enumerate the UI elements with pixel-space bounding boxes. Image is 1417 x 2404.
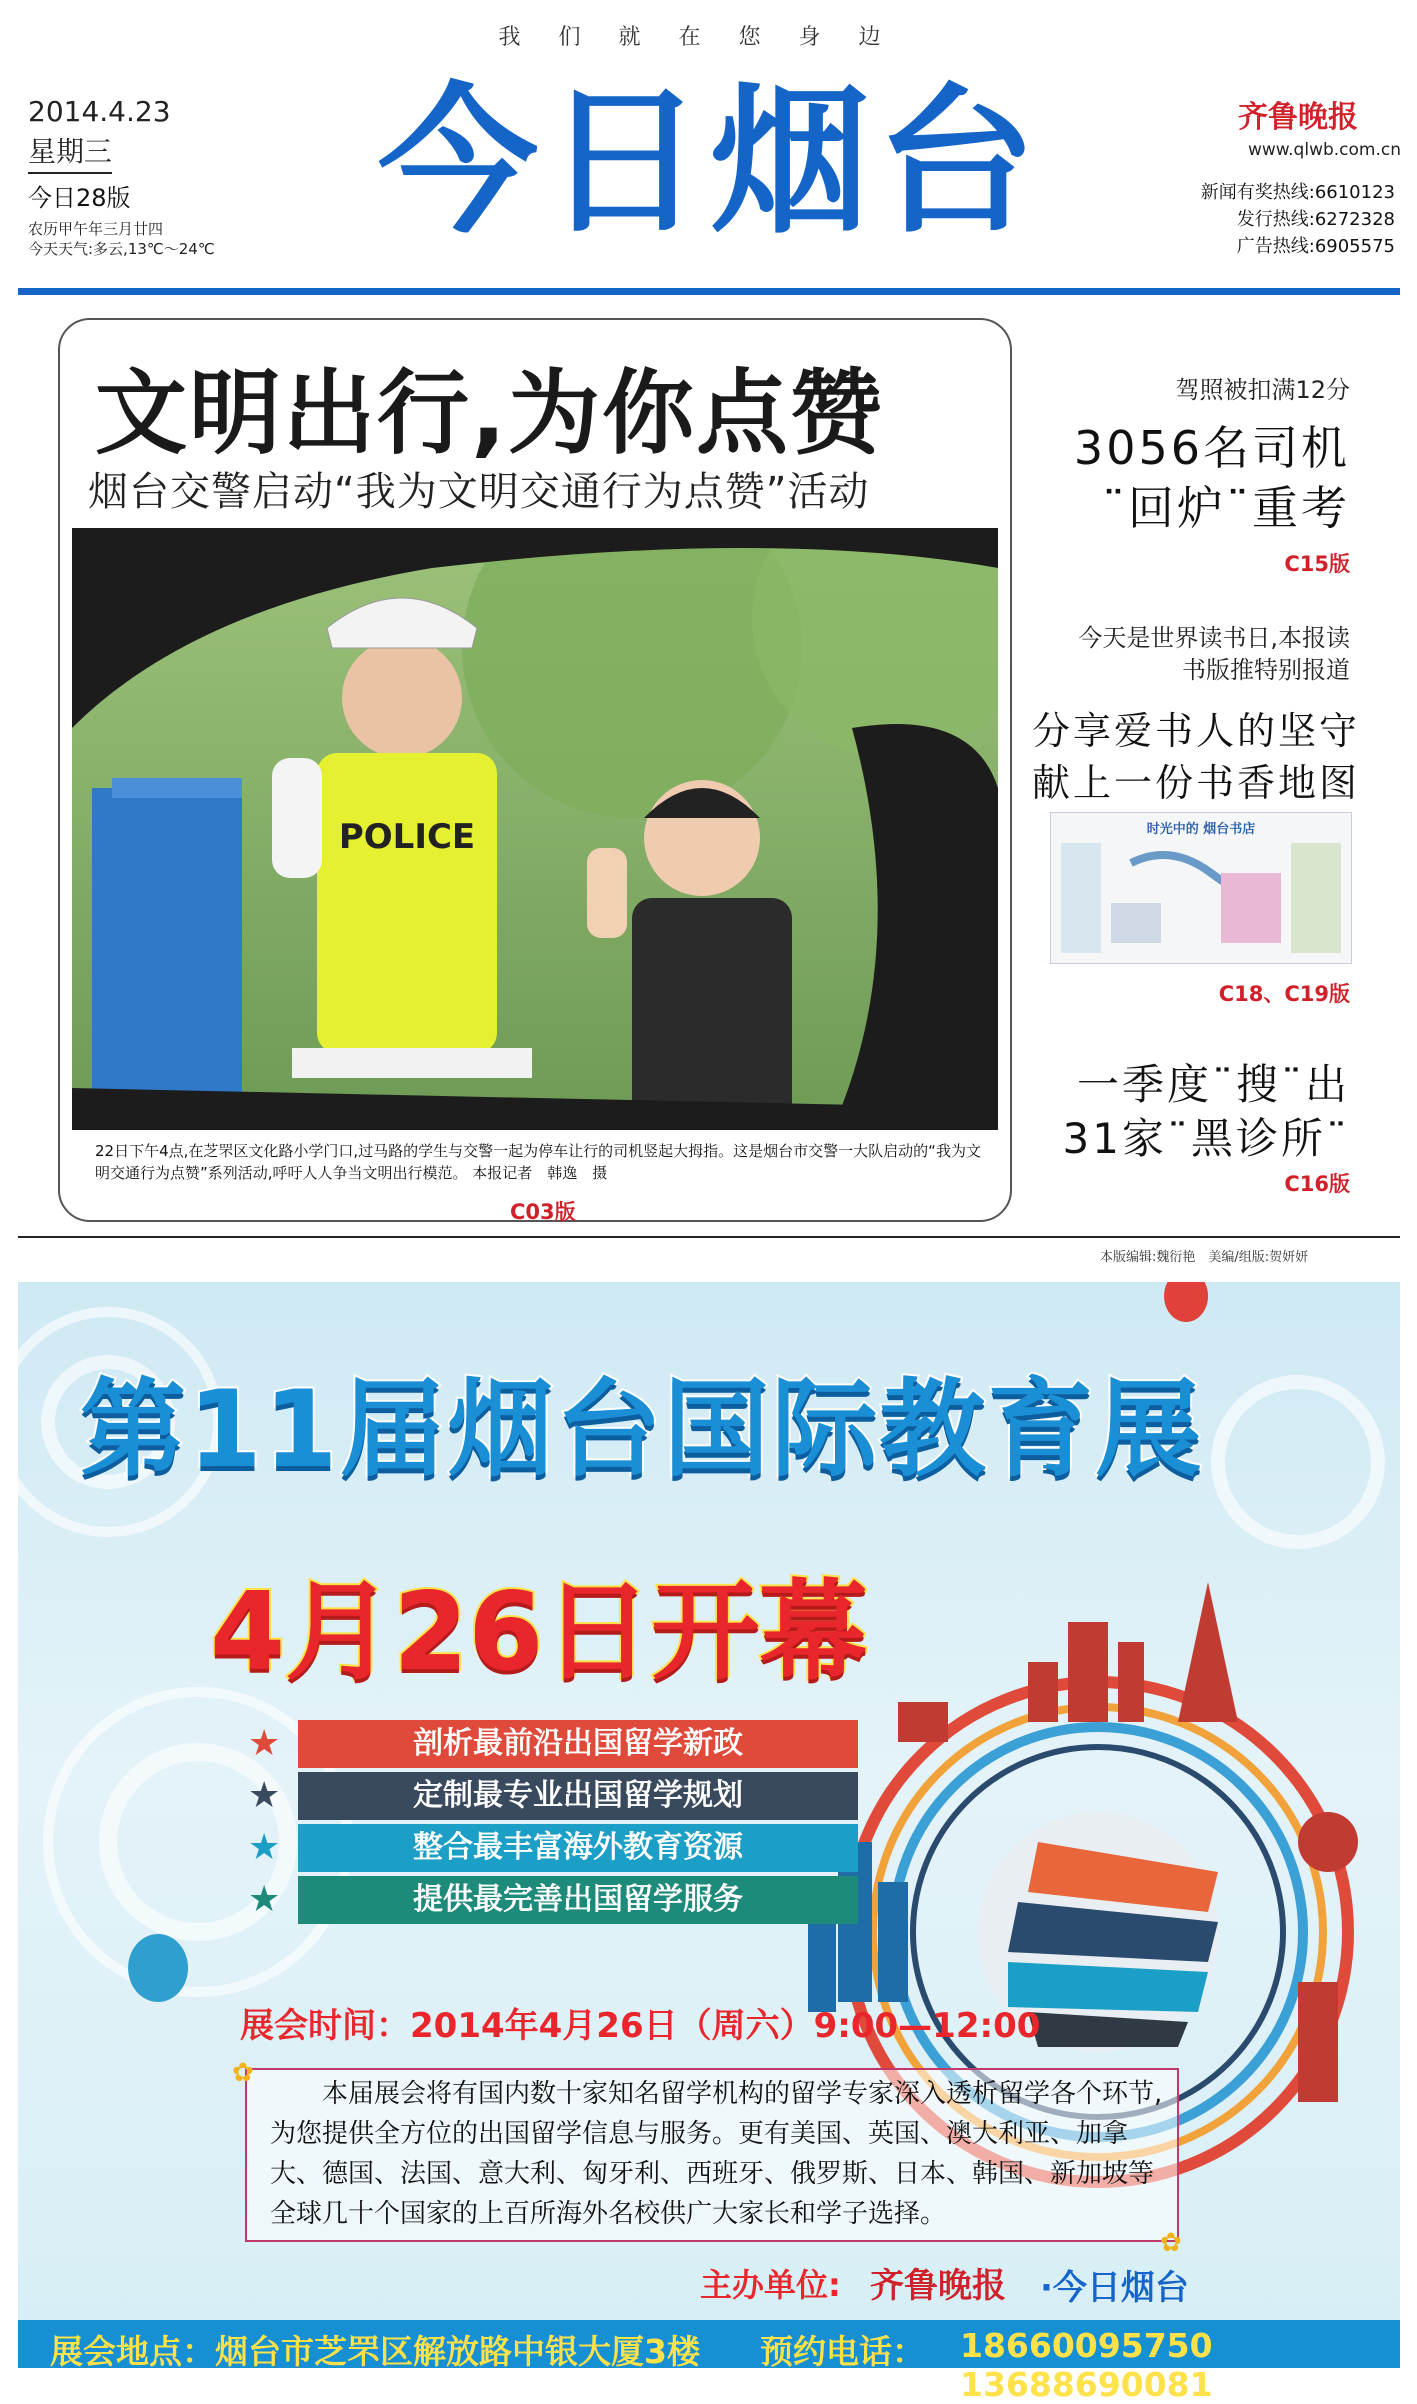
brand-url[interactable]: www.qlwb.com.cn <box>1248 140 1401 160</box>
reading-map-icon <box>1051 813 1351 963</box>
ad-bullet-4: 提供最完善出国留学服务 <box>298 1876 858 1924</box>
lead-headline[interactable]: 文明出行,为你点赞 <box>95 360 884 467</box>
teaser3-line1[interactable]: 一季度¨搜¨出 <box>1076 1060 1350 1109</box>
editor-credits: 本版编辑:魏衍艳 美编/组版:贺妍妍 <box>1100 1250 1309 1265</box>
ad-bullet-2: 定制最专业出国留学规划 <box>298 1772 858 1820</box>
star-icon: ★ <box>248 1775 281 1816</box>
masthead-slogan: 我们就在您身边 <box>498 25 919 50</box>
hotline-distribution: 发行热线:6272328 <box>1236 209 1395 230</box>
teaser1-page-ref[interactable]: C15版 <box>1284 552 1350 576</box>
teaser2-kicker: 今天是世界读书日,本报读书版推特别报道 <box>1078 624 1350 684</box>
teaser2-line1[interactable]: 分享爱书人的坚守 <box>1031 709 1360 753</box>
star-icon: ★ <box>248 1723 281 1764</box>
lead-subheadline: 烟台交警启动“我为文明交通行为点赞”活动 <box>88 469 870 515</box>
ad-host-paper: ·今日烟台 <box>1040 2268 1189 2308</box>
ad-title: 第11届烟台国际教育展 <box>80 1368 1204 1491</box>
ad-event-time: 展会时间：2014年4月26日（周六）9:00—12:00 <box>240 2006 1041 2046</box>
section-divider <box>18 1236 1400 1238</box>
vest-text: POLICE <box>338 817 476 857</box>
issue-weekday: 星期三 <box>28 130 112 174</box>
ad-host-brand-logo: 齐鲁晚报 <box>870 2266 1006 2306</box>
ad-phone-numbers[interactable]: 18660095750 13688690081 <box>960 2326 1213 2404</box>
teaser1-line2[interactable]: ¨回炉¨重考 <box>1102 481 1350 535</box>
teaser1-kicker: 驾照被扣满12分 <box>1175 376 1350 404</box>
photo-caption: 22日下午4点,在芝罘区文化路小学门口,过马路的学生与交警一起为停车让行的司机竖起大拇指。这是烟台市交警一大队启动的“我为文明交通行为点赞”系列活动,呼吁人人争当文明出行模范。 本报记者 韩逸 摄 <box>95 1142 981 1182</box>
hotline-news: 新闻有奖热线:6610123 <box>1200 182 1395 203</box>
ad-host-label: 主办单位: <box>700 2266 841 2304</box>
ad-opening-date: 4月26日开幕 <box>210 1570 868 1695</box>
weather-info: 今天天气:多云,13℃～24℃ <box>28 240 215 258</box>
issue-date: 2014.4.23 <box>28 95 171 128</box>
star-icon: ★ <box>248 1827 281 1868</box>
teaser1-line1[interactable]: 3056名司机 <box>1073 421 1350 475</box>
lead-photo[interactable] <box>72 528 998 1130</box>
ad-description: 本届展会将有国内数十家知名留学机构的留学专家深入透析留学各个环节,为您提供全方位的出国留学信息与服务。更有美国、英国、澳大利亚、加拿大、德国、法国、意大利、匈牙利、西班牙、俄罗斯、日本、韩国、新加坡等全球几十个国家的上百所海外名校供广大家长和学子选择。 <box>270 2079 1163 2229</box>
ad-bullet-3: 整合最丰富海外教育资源 <box>298 1824 858 1872</box>
star-icon: ★ <box>248 1879 281 1920</box>
flower-icon: ✿ <box>1160 2228 1182 2258</box>
teaser3-page-ref[interactable]: C16版 <box>1284 1172 1350 1196</box>
hotline-ads: 广告热线:6905575 <box>1236 236 1395 257</box>
brand-logo: 齐鲁晚报 <box>1238 100 1358 135</box>
ad-location: 展会地点：烟台市芝罘区解放路中银大厦3楼 <box>50 2332 700 2371</box>
ad-bullet-1: 剖析最前沿出国留学新政 <box>298 1720 858 1768</box>
masthead-divider <box>18 288 1400 295</box>
photo-illustration <box>72 528 998 1130</box>
edition-count: 今日28版 <box>28 184 131 212</box>
lead-page-ref[interactable]: C03版 <box>510 1200 576 1224</box>
newspaper-title: 今日烟台 <box>377 68 1042 255</box>
teaser3-line2[interactable]: 31家¨黑诊所¨ <box>1062 1114 1350 1163</box>
lunar-date: 农历甲午年三月廿四 <box>28 220 164 238</box>
ad-phone-label: 预约电话： <box>760 2332 925 2371</box>
teaser2-page-ref[interactable]: C18、C19版 <box>1218 982 1350 1006</box>
teaser2-line2[interactable]: 献上一份书香地图 <box>1031 761 1360 805</box>
flower-icon: ✿ <box>232 2058 254 2088</box>
thumb-title: 时光中的 烟台书店 <box>1146 822 1256 837</box>
teaser2-thumbnail[interactable] <box>1050 812 1352 964</box>
